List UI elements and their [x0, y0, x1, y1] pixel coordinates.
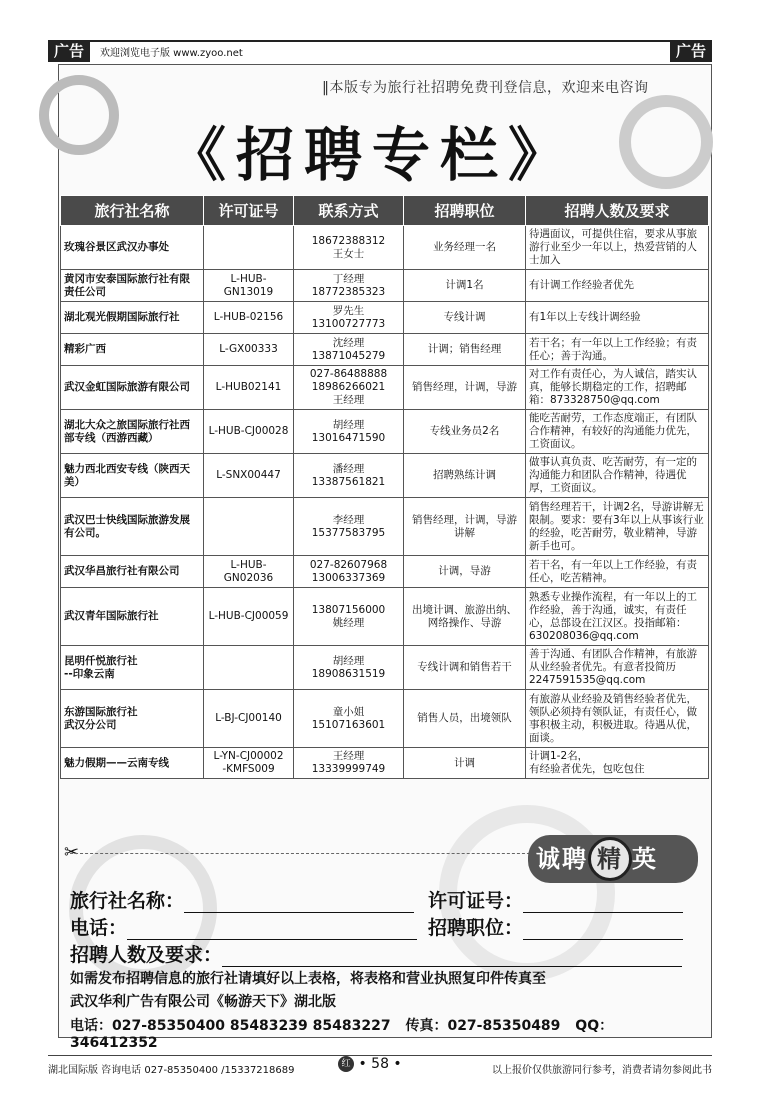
row-contact: 罗先生 13100727773	[294, 302, 404, 334]
row-requirements: 熟悉专业操作流程，有一年以上的工作经验，善于沟通，诚实，有责任心，总部设在江汉区。投指邮箱：630208036@qq.com	[526, 588, 709, 646]
table-row	[61, 556, 709, 588]
recruitment-table	[60, 195, 709, 779]
row-license: L-HUB02141	[204, 366, 294, 410]
row-position: 专线计调	[404, 302, 526, 334]
row-position: 计调	[404, 748, 526, 779]
form-req-label: 招聘人数及要求：	[70, 944, 223, 966]
cut-line	[70, 853, 540, 854]
header-contact: 联系方式	[294, 196, 404, 226]
page-title: 《招聘专栏》	[168, 121, 577, 189]
row-license: L-HUB-GN02036	[204, 556, 294, 588]
row-agency-name: 昆明仟悦旅行社 --印象云南	[61, 646, 204, 690]
row-requirements: 做事认真负责、吃苦耐劳，有一定的沟通能力和团队合作精神，待遇优厚，工资面议。	[526, 454, 709, 498]
row-contact: 潘经理 13387561821	[294, 454, 404, 498]
table-row	[61, 748, 709, 779]
page-number-text: • 58 •	[358, 1056, 402, 1072]
row-position: 专线计调和销售若干	[404, 646, 526, 690]
row-position: 销售经理，计调，导游	[404, 366, 526, 410]
recruit-badge	[528, 835, 698, 883]
decor-circle-icon	[39, 75, 119, 155]
row-license: L-SNX00447	[204, 454, 294, 498]
table-header	[61, 196, 709, 226]
row-contact: 13807156000 姚经理	[294, 588, 404, 646]
table-row	[61, 334, 709, 366]
table-row	[61, 646, 709, 690]
row-requirements: 销售经理若干，计调2名，导游讲解无限制。要求：要有3年以上从事该行业的经验，吃苦耐劳，敬业精神，导游新手也可。	[526, 498, 709, 556]
form-phone-label: 电话：	[70, 917, 128, 939]
footer-right: 以上报价仅供旅游同行参考，消费者请勿参阅此书	[492, 1065, 712, 1076]
row-license	[204, 646, 294, 690]
instruction-text: 如需发布招聘信息的旅行社请填好以上表格，将表格和营业执照复印件传真至	[70, 971, 546, 987]
row-agency-name: 武汉巴士快线国际旅游发展有公司。	[61, 498, 204, 556]
form-phone-row	[70, 913, 417, 940]
ad-tag-left: 广告	[48, 40, 90, 62]
header-requirements: 招聘人数及要求	[526, 196, 709, 226]
row-agency-name: 武汉金虹国际旅游有限公司	[61, 366, 204, 410]
subtitle: ‖本版专为旅行社招聘免费刊登信息，欢迎来电咨询	[322, 80, 649, 96]
row-position: 计调，导游	[404, 556, 526, 588]
contact-qq: QQ：346412352	[70, 1018, 614, 1051]
row-position: 销售人员，出境领队	[404, 690, 526, 748]
header-position: 招聘职位	[404, 196, 526, 226]
row-contact: 李经理 15377583795	[294, 498, 404, 556]
row-agency-name: 湖北观光假期国际旅行社	[61, 302, 204, 334]
table-row	[61, 226, 709, 270]
company-text: 武汉华利广告有限公司《畅游天下》湖北版	[70, 994, 336, 1010]
row-license	[204, 498, 294, 556]
row-requirements: 有1年以上专线计调经验	[526, 302, 709, 334]
footer	[48, 1055, 712, 1076]
table-row	[61, 410, 709, 454]
welcome-text: 欢迎浏览电子版 www.zyoo.net	[100, 48, 243, 59]
form-license-field[interactable]	[523, 894, 683, 913]
row-license: L-BJ-CJ00140	[204, 690, 294, 748]
row-agency-name: 玫瑰谷景区武汉办事处	[61, 226, 204, 270]
row-requirements: 待遇面议，可提供住宿，要求从事旅游行业至少一年以上，热爱营销的人士加入	[526, 226, 709, 270]
row-license: L-GX00333	[204, 334, 294, 366]
table-row	[61, 690, 709, 748]
ad-tag-right: 广告	[670, 40, 712, 62]
row-contact: 童小姐 15107163601	[294, 690, 404, 748]
row-contact: 丁经理 18772385323	[294, 270, 404, 302]
row-contact: 027-82607968 13006337369	[294, 556, 404, 588]
footer-left: 湖北国际版 咨询电话 027-85350400 /15337218689	[48, 1065, 295, 1076]
row-license: L-YN-CJ00002 -KMFS009	[204, 748, 294, 779]
row-position: 出境计调、旅游出纳、网络操作、导游	[404, 588, 526, 646]
row-agency-name: 黄冈市安泰国际旅行社有限责任公司	[61, 270, 204, 302]
row-requirements: 若干名，有一年以上工作经验，有责任心，吃苦精神。	[526, 556, 709, 588]
form-license-label: 许可证号：	[428, 890, 524, 912]
table-row	[61, 270, 709, 302]
row-position: 计调1名	[404, 270, 526, 302]
decor-circle-icon	[619, 95, 713, 189]
row-requirements: 计调1-2名， 有经验者优先，包吃包住	[526, 748, 709, 779]
row-contact: 胡经理 18908631519	[294, 646, 404, 690]
row-agency-name: 东游国际旅行社 武汉分公司	[61, 690, 204, 748]
row-requirements: 能吃苦耐劳，工作态度端正，有团队合作精神，有较好的沟通能力优先，工资面议。	[526, 410, 709, 454]
form-phone-field[interactable]	[127, 921, 417, 940]
form-license-row	[428, 886, 683, 913]
row-requirements: 有旅游从业经验及销售经验者优先，领队必须持有领队证，有责任心，做事积极主动，积极进取。待遇从优，面谈。	[526, 690, 709, 748]
row-contact: 王经理 13339999749	[294, 748, 404, 779]
form-position-row	[428, 913, 683, 940]
row-agency-name: 魅力西北西安专线（陕西天美）	[61, 454, 204, 498]
row-contact: 027-86488888 18986266021 王经理	[294, 366, 404, 410]
form-name-field[interactable]	[184, 894, 414, 913]
contact-phone: 电话：027-85350400 85483239 85483227	[70, 1018, 391, 1034]
contact-line	[70, 1015, 700, 1051]
row-requirements: 有计调工作经验者优先	[526, 270, 709, 302]
row-agency-name: 湖北大众之旅国际旅行社西部专线（西游西藏）	[61, 410, 204, 454]
table-row	[61, 588, 709, 646]
row-requirements: 对工作有责任心，为人诚信，踏实认真，能够长期稳定的工作，招聘邮箱：873328750@qq.com	[526, 366, 709, 410]
contact-fax: 传真：027-85350489	[405, 1018, 561, 1034]
row-license: L-HUB-CJ00028	[204, 410, 294, 454]
row-position: 业务经理一名	[404, 226, 526, 270]
form-req-row	[70, 940, 682, 967]
row-license: L-HUB-GN13019	[204, 270, 294, 302]
magnifier-icon: 精	[588, 837, 632, 881]
row-contact: 沈经理 13871045279	[294, 334, 404, 366]
row-agency-name: 魅力假期——云南专线	[61, 748, 204, 779]
form-position-field[interactable]	[523, 921, 683, 940]
row-license	[204, 226, 294, 270]
row-agency-name: 精彩广西	[61, 334, 204, 366]
page-number	[338, 1056, 402, 1072]
form-name-label: 旅行社名称：	[70, 890, 185, 912]
row-license: L-HUB-CJ00059	[204, 588, 294, 646]
table-row	[61, 366, 709, 410]
form-req-field[interactable]	[222, 948, 682, 967]
badge-text-a: 诚聘	[536, 845, 588, 873]
row-position: 专线业务员2名	[404, 410, 526, 454]
table-row	[61, 498, 709, 556]
row-contact: 胡经理 13016471590	[294, 410, 404, 454]
header-name: 旅行社名称	[61, 196, 204, 226]
row-license: L-HUB-02156	[204, 302, 294, 334]
row-position: 计调；销售经理	[404, 334, 526, 366]
form-position-label: 招聘职位：	[428, 917, 524, 939]
edition-icon: 红	[338, 1056, 354, 1072]
row-requirements: 若干名；有一年以上工作经验；有责任心；善于沟通。	[526, 334, 709, 366]
header-license: 许可证号	[204, 196, 294, 226]
row-contact: 18672388312 王女士	[294, 226, 404, 270]
form-name-row	[70, 886, 414, 913]
table-row	[61, 454, 709, 498]
table-row	[61, 302, 709, 334]
scissors-icon: ✂	[64, 842, 80, 863]
top-bar	[48, 40, 712, 64]
row-position: 销售经理，计调，导游讲解	[404, 498, 526, 556]
row-agency-name: 武汉青年国际旅行社	[61, 588, 204, 646]
badge-text-c: 英	[632, 845, 658, 873]
row-requirements: 善于沟通、有团队合作精神，有旅游从业经验者优先。有意者投简历2247591535@qq.com	[526, 646, 709, 690]
row-position: 招聘熟练计调	[404, 454, 526, 498]
row-agency-name: 武汉华昌旅行社有限公司	[61, 556, 204, 588]
